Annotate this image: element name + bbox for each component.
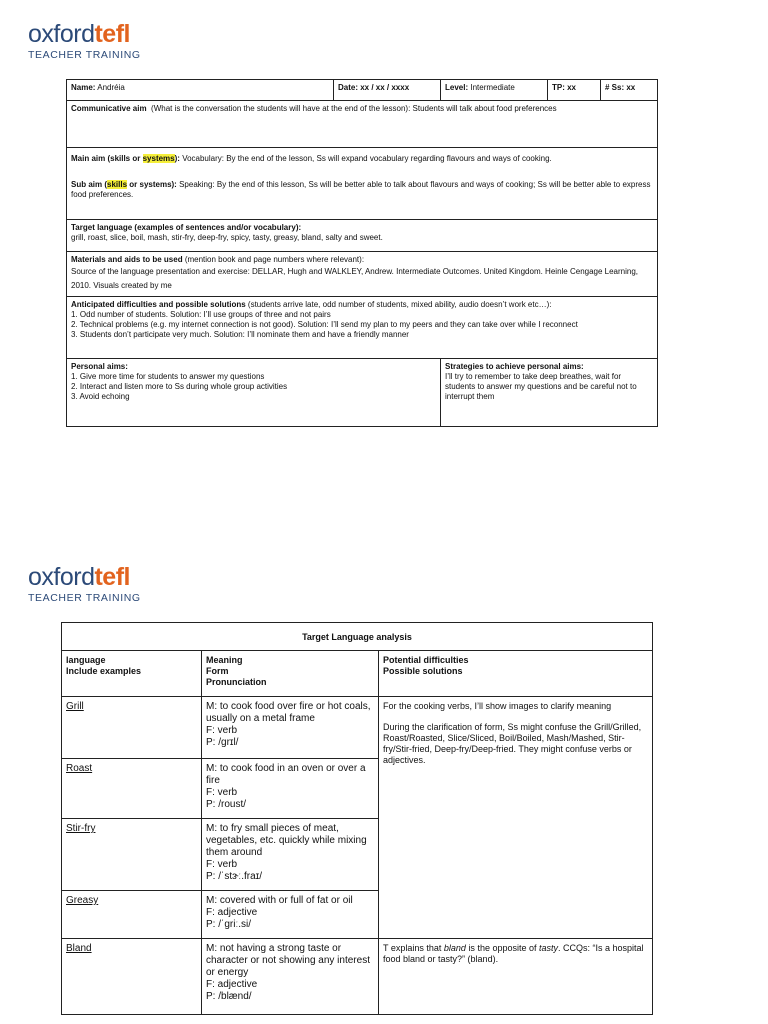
ss-cell: # Ss: xx xyxy=(601,80,658,101)
materials-cell: Materials and aids to be used (mention book and page numbers where relevant): Source of the language presentation and exercise: DELLAR, Hugh and WALKLEY, Andrew. Intermediate Outcomes. United Kingdom. Heinle Cengage Learning, 2010. Visuals created by me xyxy=(67,252,658,297)
personal-aims-cell: Personal aims: 1. Give more time for students to answer my questions 2. Interact and listen more to Ss during whole group activities 3. Avoid echoing xyxy=(67,359,441,427)
table-row xyxy=(62,697,653,759)
name-cell: Name: Andréia xyxy=(67,80,334,101)
difficulties-verbs: For the cooking verbs, I’ll show images to clarify meaning During the clarification of form, Ss might confuse the Grill/Grilled, Roast/Roasted, Slice/Sliced, Boil/Boiled, Mash/Mashed, Stir-fry/Stir-fried, Deep-fry/Deep-fried. They might confuse verbs or adjectives. xyxy=(379,697,653,939)
level-cell: Level: Intermediate xyxy=(441,80,548,101)
target-language-cell: Target language (examples of sentences and/or vocabulary): grill, roast, slice, boil, mash, stir-fry, deep-fry, spicy, tasty, greasy, bland, salty and sweet. xyxy=(67,220,658,252)
logo-oxford-text: oxford xyxy=(28,563,95,591)
tla-title: Target Language analysis xyxy=(62,623,653,651)
communicative-aim-cell: Communicative aim (What is the conversation the students will have at the end of the lesson): Students will talk about food preferences xyxy=(67,101,658,148)
logo-oxford-text: oxford xyxy=(28,20,95,48)
meaning-roast: M: to cook food in an oven or over a fire F: verb P: /roust/ xyxy=(202,759,379,819)
logo-tefl-text: tefl xyxy=(94,563,130,591)
meaning-greasy: M: covered with or full of fat or oil F: adjective P: /ˈgriː.si/ xyxy=(202,891,379,939)
strategies-cell: Strategies to achieve personal aims: I’ll try to remember to take deep breathes, wait for students to answer my questions and be careful not to interrupt them xyxy=(441,359,658,427)
word-grill: Grill xyxy=(62,697,202,759)
logo-subtitle: TEACHER TRAINING xyxy=(28,592,141,604)
oxford-tefl-logo xyxy=(28,565,141,604)
logo-subtitle: TEACHER TRAINING xyxy=(28,49,141,61)
tp-cell: TP: xx xyxy=(548,80,601,101)
word-bland: Bland xyxy=(62,939,202,1015)
date-cell: Date: xx / xx / xxxx xyxy=(334,80,441,101)
col-header-meaning: Meaning Form Pronunciation xyxy=(202,651,379,697)
logo-tefl-text: tefl xyxy=(94,20,130,48)
oxford-tefl-logo xyxy=(28,22,141,61)
lesson-plan-table xyxy=(66,79,658,427)
target-language-analysis-table xyxy=(61,622,653,1015)
difficulties-bland: T explains that bland is the opposite of tasty. CCQs: “Is a hospital food bland or tasty?” (bland). xyxy=(379,939,653,1015)
col-header-language: language Include examples xyxy=(62,651,202,697)
aims-cell: Main aim (skills or systems): Vocabulary: By the end of the lesson, Ss will expand vocabulary regarding flavours and ways of cooking. Sub aim (skills or systems): Speaking: By the end of this lesson, Ss will be better able to talk about flavours and ways of cooking; Ss will be better able to express food preferences. xyxy=(67,148,658,220)
meaning-stir-fry: M: to fry small pieces of meat, vegetables, etc. quickly while mixing them around F: verb P: /ˈstɝː.fraɪ/ xyxy=(202,819,379,891)
word-roast: Roast xyxy=(62,759,202,819)
meaning-bland: M: not having a strong taste or character or not showing any interest or energy F: adjective P: /blænd/ xyxy=(202,939,379,1015)
word-greasy: Greasy xyxy=(62,891,202,939)
table-row xyxy=(62,939,653,1015)
difficulties-cell: Anticipated difficulties and possible solutions (students arrive late, odd number of students, mixed ability, audio doesn’t work etc…): 1. Odd number of students. Solution: I’ll use groups of three and not pairs 2. Technical problems (e.g. my internet connection is not good). Solution: I’ll send my plan to my peers and they can take over while I reconnect 3. Students don’t participate very much. Solution: I’ll nominate them and have a friendly manner xyxy=(67,297,658,359)
meaning-grill: M: to cook food over fire or hot coals, usually on a metal frame F: verb P: /grɪl/ xyxy=(202,697,379,759)
col-header-difficulties: Potential difficulties Possible solutions xyxy=(379,651,653,697)
word-stir-fry: Stir-fry xyxy=(62,819,202,891)
